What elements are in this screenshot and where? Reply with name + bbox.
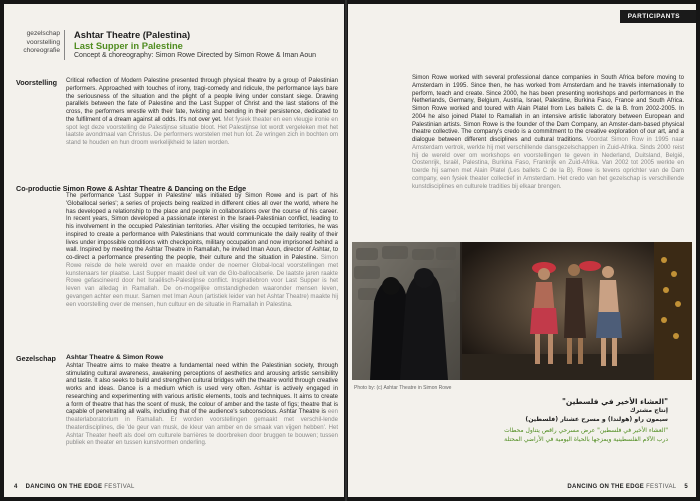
arabic-title: "العشاء الأخير في فلسطين": [561, 397, 668, 406]
photo-illustration: [352, 242, 692, 380]
header-text: [74, 29, 334, 61]
header-divider: [64, 30, 65, 60]
bio-english: Simon Rowe worked with several professional dance companies in South Africa before moving to Amsterdam in 1995. Since then, he has worked from Amsterdam and he travels internationally to perform, teach and create. Since 2000, he has been presenting workshops and performances in the Netherlands, Germany, Belgium, Austria, Israel, Palestine, Burkina Faso, France and South Africa. Simon Rowe worked and toured with Alain Platel from Les ballets C. de la B. from 2002-2005. In 2004 he also joined Platel to Ramallah in an intensive artistic laboratory between European and Palestinian artists. Simon Rowe is the founder of the Dam Company, an Amster-dam-based physical theatre collective. The company's credo is a commitment to the creative exploration of our art, and a dialogue between different disciplines and cultural traditions.: [412, 75, 684, 143]
section-coproductie: [66, 193, 338, 309]
festival-suffix-right: FESTIVAL: [646, 484, 677, 490]
footer-left: [14, 484, 135, 490]
credits-line: Concept & choreography: Simon Rowe Directed by Simon Rowe & Iman Aoun: [74, 52, 317, 59]
festival-name-left: DANCING ON THE EDGE: [25, 484, 103, 490]
arabic-partners: سيمون راو (هولندا) و مسرح عشتار (فلسطين): [525, 415, 668, 423]
coproductie-heading: Simon Rowe & Ashtar Theatre & Dancing on the Edge: [62, 184, 247, 193]
gezelschap-heading: Ashtar Theatre & Simon Rowe: [66, 354, 164, 361]
footer-right: [567, 484, 688, 490]
role-company: gezelschap: [26, 30, 60, 37]
header-roles: [16, 30, 60, 56]
photo-caption: Photo by: (c) Ashtar Theatre in Simon Rowe: [354, 385, 452, 391]
section-label-coproductie: [16, 184, 246, 193]
bio-dutch: Voordat Simon Row in 1995 naar Amsterdam vertrok, werkte hij met verschillende dansgezelschappen in Zuid-Afrika. Sinds 2000 reist hij de wereld over om workshops en voorstellingen te geven in Nederland, Duitsland, België, Oostenrijk, Israël, Palestina, Burkina Faso, Frankrijk en Zuid-Afrika. Van 2002 tot 2005 werkte en toerde hij samen met Alain Platel (Les ballets C de la B). Rowe is tevens oprichter van de Dam company, een fysiek theater collectief in Amsterdam. Het credo van het gezelschap is verschillende kunstdisciplines en culturele tradities bij elkaar brengen.: [412, 137, 684, 190]
gezelschap-english: Ashtar Theatre aims to make theatre a fundamental need within the Palestinian society, through stimulating cultural awareness, awakening perceptions of aesthetics and arousing artistic sensibility and taste. It also seeks to build and strengthen cultural bridges with the theatre world through creative works and ideas. Dance is a medium which is used very often. Ashtar is actively engaged in researching and experimenting with various artistic elements, tools and techniques. It aims to create a form of theatre that has the scent of musk, the colour of amber and the taste of figs; theatre that is capable of penetrating all walls, including that of the audience's subconscious. Ashtar Theatre is: [66, 362, 338, 416]
arabic-coproduction: إنتاج مشترك: [629, 407, 668, 414]
festival-suffix-left: FESTIVAL: [104, 484, 135, 490]
company-title: Ashtar Theatre (Palestina): [74, 29, 191, 40]
section-voorstelling: [66, 78, 338, 148]
arabic-summary: [498, 397, 668, 444]
coproductie-label: Co-productie: [16, 184, 61, 193]
simon-rowe-bio: [412, 75, 684, 191]
participants-tab: PARTICIPANTS: [620, 10, 696, 23]
arabic-description: "العشاء الأخير في فلسطين" عرض مسرحي راقص يتناول محطات درب الآلام الفلسطينية ويمزجها بالحياة اليومية في الأراضي المحتلة: [504, 427, 668, 443]
festival-name-right: DANCING ON THE EDGE: [567, 484, 645, 490]
voorstelling-english: Critical reflection of Modern Palestine presented through physical theatre by a group of Palestinian performers. Approached with touches of irony, tragi-comedy and ridicule, the performance lays bare the seriousness of the situation and the plight of a people living under constant siege. Drawing parallels between the fate of Palestine and the Last Supper of Christ and the last stations of the cross, the performers wrestle with their fate, twisting and bending in their persistence, dedicated to the fulfilment of a dream against all odds. It's not over yet.: [66, 78, 338, 123]
coproductie-dutch: Simon Rowe reisde de hele wereld over en maakte onder de noemer Global-local voorstellingen met kunstenaars ter plaatse. Last Supper maakt deel uit van de Glo-ballocalserie. De laatste jaren raakte Rowe gefascineerd door het Israëlisch-Palestijnse conflict. Inspiratiebron voor Last Supper is het leven van alledag in Ramallah. De on-mogelijke omstandigheden waaronder mensen leven, gevangen achter een muur. Samen met Iman Aoun (artistiek leider van het Ashtar Theatre) maakte hij een voorstelling over de mensen, hun cultuur en de situatie in Ramallah in Palestina.: [66, 255, 338, 308]
voorstelling-dutch: Met fysiek theater en een vleugje ironie en spot legt deze voorstelling de Palestijnse situatie bloot. Het Palestijnse lot wordt vergeleken met het laatste avondmaal van Christus. De performers worstelen met hun lot. Ze wringen zich in bochten om stand te houden en hun droom werkelijkheid te laten worden.: [66, 116, 338, 146]
section-gezelschap: [66, 354, 338, 448]
performance-photo: [352, 242, 692, 380]
performance-title: Last Supper in Palestine: [74, 40, 183, 51]
left-page: [4, 4, 344, 497]
coproductie-english: The performance 'Last Supper in Palestine' was initiated by Simon Rowe and is part of his 'Globallocal series'; a series of projects being realized in different cities all over the world, where he has developed a relationship to the place and people in collaborations over the course of his career. In recent years, Simon developed a passionate interest in the Israeli-Palestinian conflict, leading to his involvement in the occupied Palestinian territories. After visiting the occupied territories, he was inspired to create a performance with Palestinians that would communicate the daily reality of their lives under impossible conditions with checkpoints, military occupation and now imprisoned behind a wall. Inspired by meeting the Ashtar Theatre in Ramallah, he invited Iman Aoun, director of Ashtar, to co-direct a performance presenting the people, their culture and the situation in Palestine.: [66, 193, 338, 261]
section-label-voorstelling: Voorstelling: [16, 78, 57, 87]
page-number-right: 5: [684, 484, 688, 490]
gezelschap-dutch: een theaterlaboratorium in Ramallah. Er worden voorstellingen gemaakt met verschil-lende theaterdisciplines, die 'de geur van musk, de kleur van amber en de smaak van vijgen hebben'. Het Ashtar Theater heeft als doel om culturele barrières te doorbreken door bruggen te bouwen; tussen publiek en theater en tussen kunstvormen onderling.: [66, 409, 338, 447]
section-label-gezelschap: Gezelschap: [16, 354, 56, 363]
role-choreography: choreografie: [23, 47, 60, 55]
page-number-left: 4: [14, 484, 18, 490]
right-page: [348, 4, 696, 497]
role-performance: voorstelling: [26, 38, 60, 46]
